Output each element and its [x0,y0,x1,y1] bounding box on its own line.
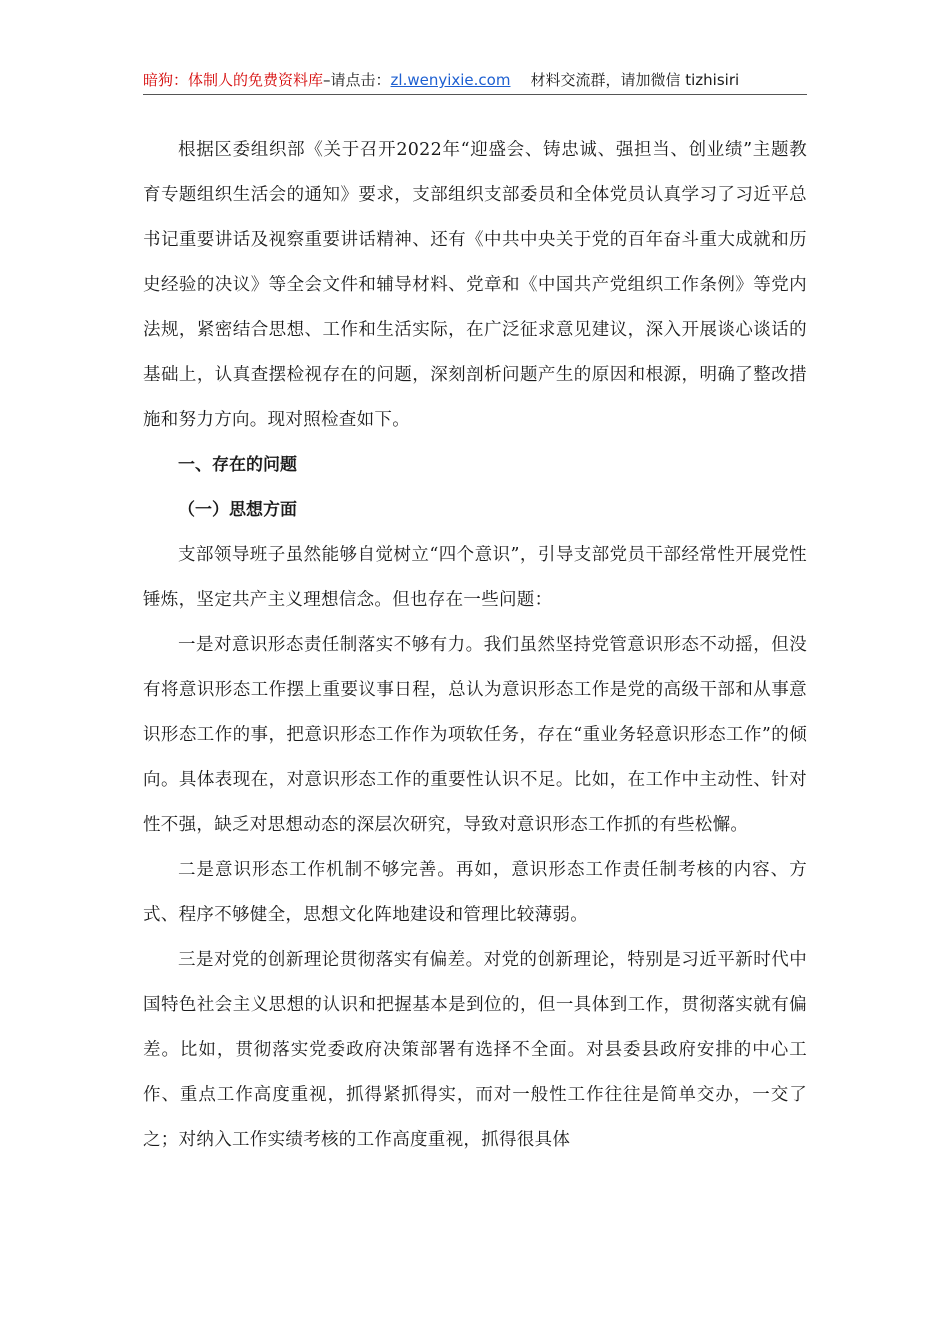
paragraph-overview: 支部领导班子虽然能够自觉树立“四个意识”，引导支部党员干部经常性开展党性锤炼，坚定共产主义理想信念。但也存在一些问题： [143,545,807,610]
page-header [143,68,807,95]
paragraph-point-two: 二是意识形态工作机制不够完善。再如，意识形态工作责任制考核的内容、方式、程序不够健全，思想文化阵地建设和管理比较薄弱。 [143,860,807,925]
paragraph-point-three: 三是对党的创新理论贯彻落实有偏差。对党的创新理论，特别是习近平新时代中国特色社会主义思想的认识和把握基本是到位的，但一具体到工作，贯彻落实就有偏差。比如，贯彻落实党委政府决策部署有选择不全面。对县委县政府安排的中心工作、重点工作高度重视，抓得紧抓得实，而对一般性工作往往是简单交办，一交了之；对纳入工作实绩考核的工作高度重视，抓得很具体 [143,950,807,1150]
header-link[interactable]: zl.wenyixie.com [390,71,511,89]
document-body [143,128,807,1163]
header-click-label: –请点击： [323,71,391,89]
header-brand: 暗狗：体制人的免费资料库 [143,71,324,89]
subsection-heading: （一）思想方面 [178,500,297,520]
section-heading: 一、存在的问题 [178,455,297,475]
header-group-note: 材料交流群，请加微信 tizhisiri [530,71,740,89]
paragraph-point-one: 一是对意识形态责任制落实不够有力。我们虽然坚持党管意识形态不动摇，但没有将意识形态工作摆上重要议事日程，总认为意识形态工作是党的高级干部和从事意识形态工作的事，把意识形态工作作为项软任务，存在“重业务轻意识形态工作”的倾向。具体表现在，对意识形态工作的重要性认识不足。比如，在工作中主动性、针对性不强，缺乏对思想动态的深层次研究，导致对意识形态工作抓的有些松懈。 [143,635,807,835]
intro-paragraph: 根据区委组织部《关于召开2022年“迎盛会、铸忠诚、强担当、创业绩”主题教育专题组织生活会的通知》要求，支部组织支部委员和全体党员认真学习了习近平总书记重要讲话及视察重要讲话精神、还有《中共中央关于党的百年奋斗重大成就和历史经验的决议》等全会文件和辅导材料、党章和《中国共产党组织工作条例》等党内法规，紧密结合思想、工作和生活实际，在广泛征求意见建议，深入开展谈心谈话的基础上，认真查摆检视存在的问题，深刻剖析问题产生的原因和根源，明确了整改措施和努力方向。现对照检查如下。 [143,140,807,430]
